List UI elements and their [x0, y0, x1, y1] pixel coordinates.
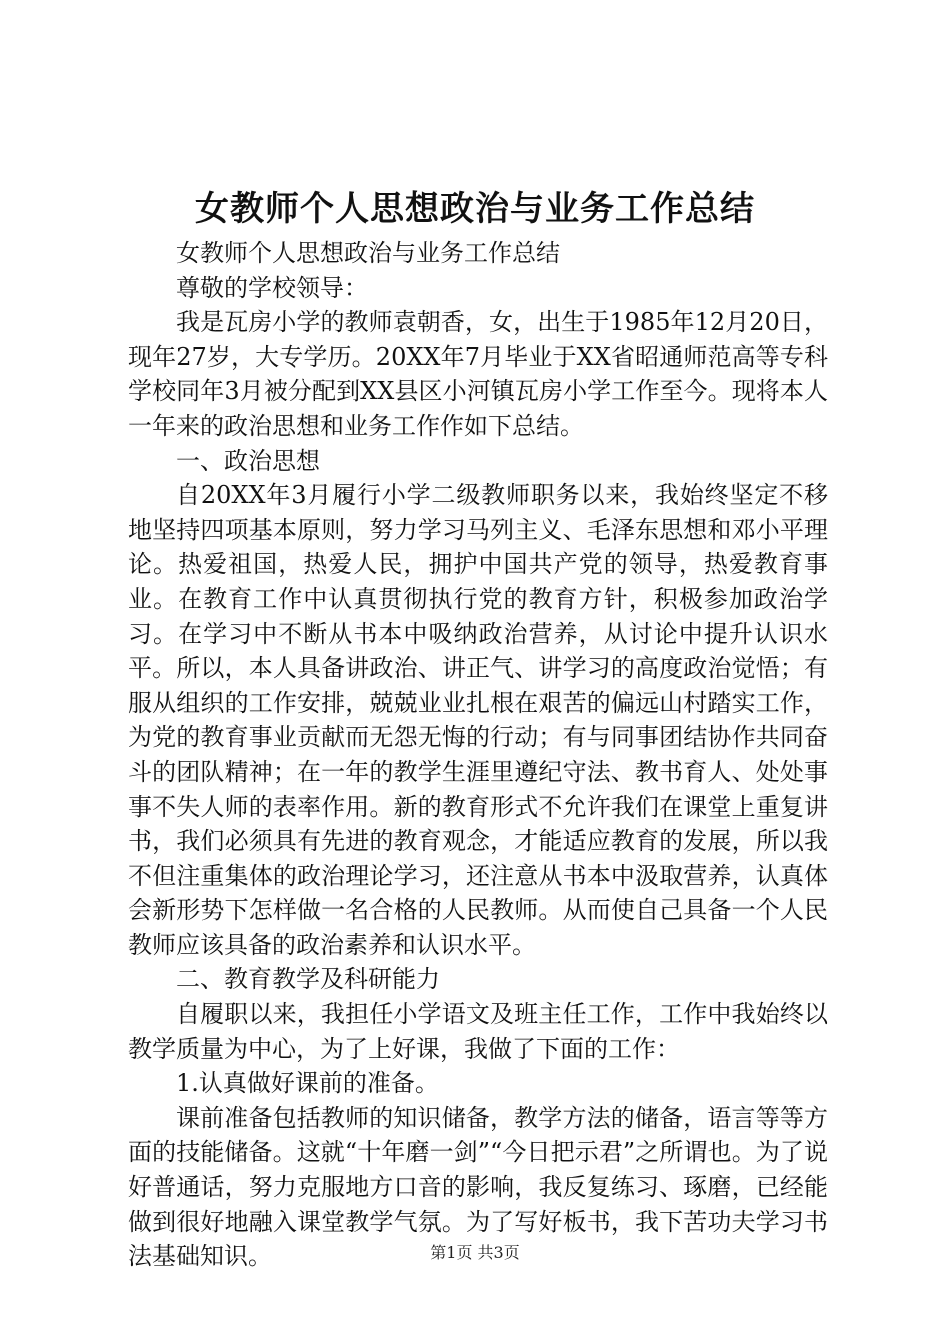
- paragraph-politics: 自20XX年3月履行小学二级教师职务以来，我始终坚定不移地坚持四项基本原则，努力学习马列主义、毛泽东思想和邓小平理论。热爱祖国，热爱人民，拥护中国共产党的领导，热爱教育事业。在教育工作中认真贯彻执行党的教育方针，积极参加政治学习。在学习中不断从书本中吸纳政治营养，从讨论中提升认识水平。所以，本人具备讲政治、讲正气、讲学习的高度政治觉悟；有服从组织的工作安排，兢兢业业扎根在艰苦的偏远山村踏实工作，为党的教育事业贡献而无怨无悔的行动；有与同事团结协作共同奋斗的团队精神；在一年的教学生涯里遵纪守法、教书育人、处处事事不失人师的表率作用。新的教育形式不允许我们在课堂上重复讲书，我们必须具有先进的教育观念，才能适应教育的发展，所以我不但注重集体的政治理论学习，还注意从书本中汲取营养，认真体会新形势下怎样做一名合格的人民教师。从而使自己具备一个人民教师应该具备的政治素养和认识水平。: [128, 481, 828, 959]
- paragraph-teaching-intro: 自履职以来，我担任小学语文及班主任工作，工作中我始终以教学质量为中心，为了上好课，我做了下面的工作：: [128, 1000, 828, 1063]
- page-footer: 第1页 共3页: [430, 1243, 520, 1262]
- paragraph-preparation: 课前准备包括教师的知识储备，教学方法的储备，语言等等方面的技能储备。这就“十年磨一剑”“今日把示君”之所谓也。为了说好普通话，努力克服地方口音的影响，我反复练习、琢磨，已经能做到很好地融入课堂教学气氛。为了写好板书，我下苦功夫学习书法基础知识。: [128, 1103, 828, 1271]
- document-title: 女教师个人思想政治与业务工作总结: [195, 189, 755, 229]
- paragraph-subtitle: 女教师个人思想政治与业务工作总结: [176, 239, 560, 267]
- paragraph-introduction: 我是瓦房小学的教师袁朝香，女，出生于1985年12月20日，现年27岁，大专学历。20XX年7月毕业于XX省昭通师范高等专科学校同年3月被分配到XX县区小河镇瓦房小学工作至今。现将本人一年来的政治思想和业务工作作如下总结。: [128, 308, 828, 440]
- paragraph-salutation: 尊敬的学校领导：: [176, 273, 368, 302]
- document-body: [128, 236, 828, 1274]
- section-heading-teaching: 二、教育教学及科研能力: [176, 965, 440, 994]
- item-heading-preparation: 1.认真做好课前的准备。: [176, 1069, 439, 1098]
- section-heading-politics: 一、政治思想: [176, 446, 320, 475]
